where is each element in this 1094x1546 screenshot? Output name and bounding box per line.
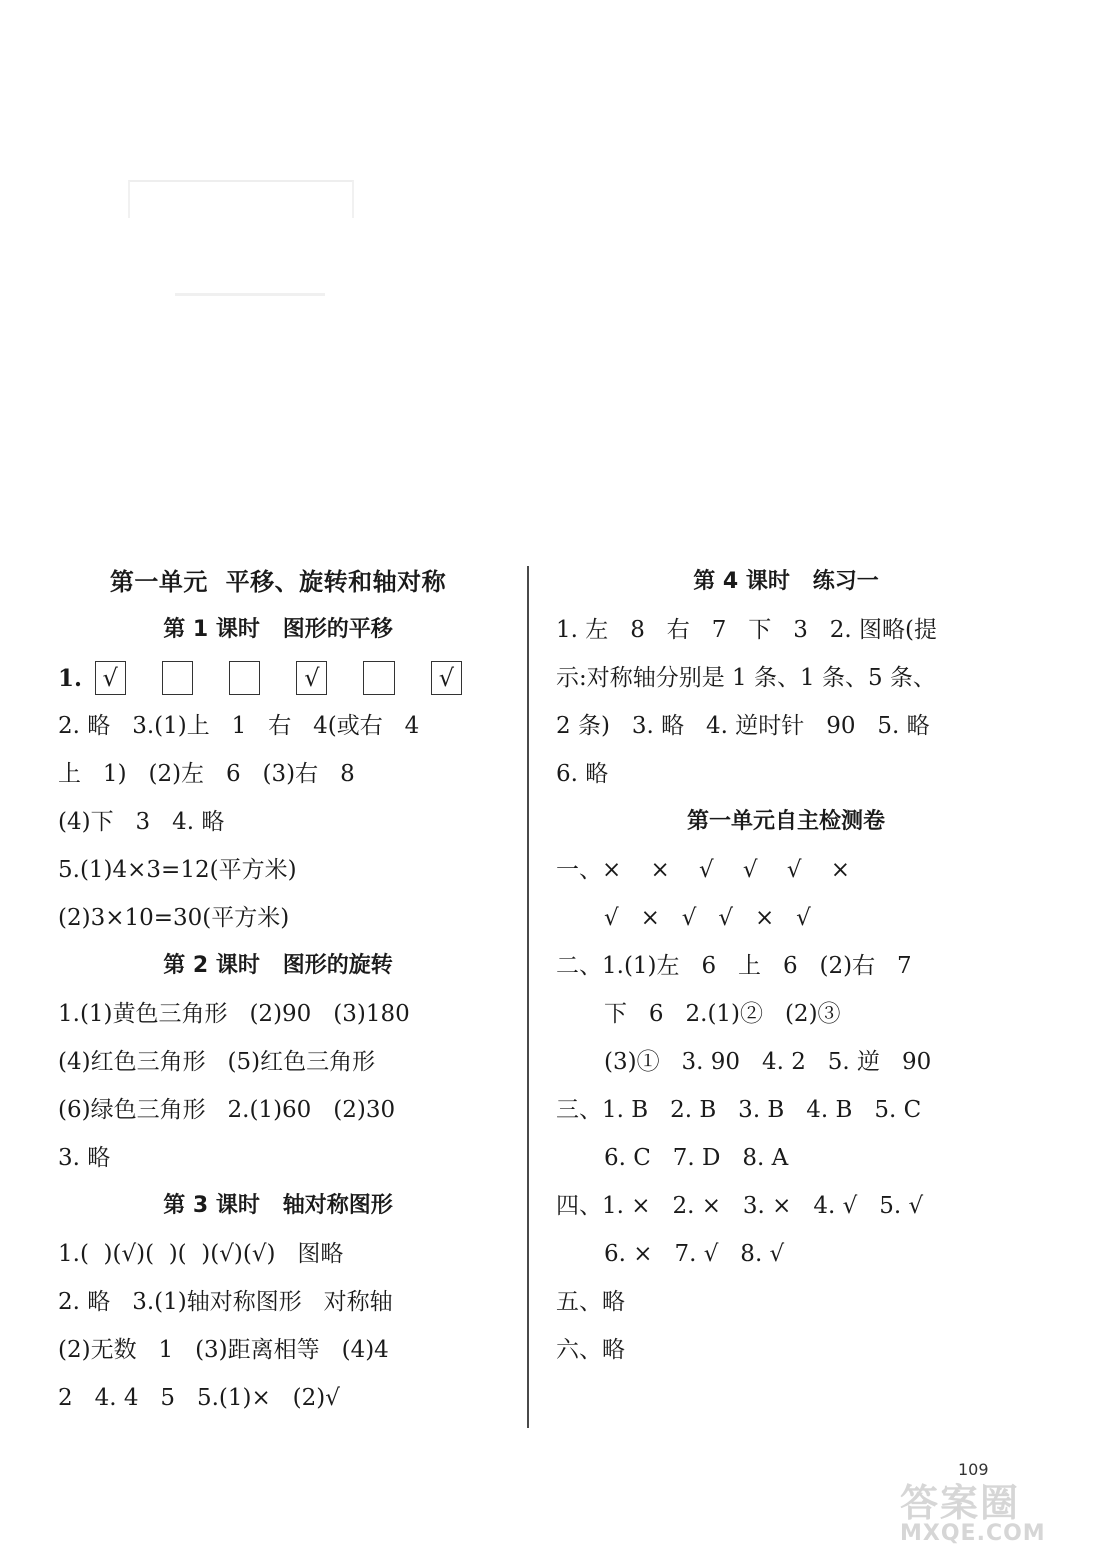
answer-line: 2 条) 3. 略 4. 逆时针 90 5. 略 — [556, 713, 930, 739]
answer-line: (4)红色三角形 (5)红色三角形 — [58, 1049, 376, 1075]
answer-line: 6. 略 — [556, 761, 609, 787]
answer-line: (2)无数 1 (3)距离相等 (4)4 — [58, 1337, 389, 1363]
answer-line: 一、× × √ √ √ × — [556, 857, 851, 883]
right-column — [556, 558, 1016, 1374]
answer-line: 二、1.(1)左 6 上 6 (2)右 7 — [556, 953, 912, 979]
answer-line: √ × √ √ × √ — [604, 905, 811, 931]
answer-box: √ — [95, 661, 126, 695]
answer-line: 三、1. B 2. B 3. B 4. B 5. C — [556, 1097, 922, 1123]
faint-print-box — [128, 180, 354, 218]
answer-line: 五、略 — [556, 1289, 625, 1315]
answer-line: 四、1. × 2. × 3. × 4. √ 5. √ — [556, 1193, 924, 1219]
watermark-text: 答案圈 — [900, 1481, 1021, 1525]
answer-line: 1.( )(√)( )( )(√)(√) 图略 — [58, 1241, 344, 1267]
answer-line: (4)下 3 4. 略 — [58, 809, 225, 835]
column-divider — [527, 566, 529, 1428]
answer-box — [229, 661, 260, 695]
page-number: 109 — [958, 1460, 989, 1479]
left-column — [58, 558, 498, 1422]
answer-box: √ — [296, 661, 327, 695]
answer-line: 2 4. 4 5 5.(1)× (2)√ — [58, 1385, 340, 1411]
answer-line: 2. 略 3.(1)轴对称图形 对称轴 — [58, 1289, 393, 1315]
answer-line: 5.(1)4×3=12(平方米) — [58, 857, 297, 883]
answer-line: (2)3×10=30(平方米) — [58, 905, 290, 931]
test-heading: 第一单元自主检测卷 — [686, 809, 885, 834]
answer-line: 1. 左 8 右 7 下 3 2. 图略(提 — [556, 617, 937, 643]
answer-line: 3. 略 — [58, 1145, 111, 1171]
answer-box: √ — [431, 661, 462, 695]
q1-number: 1. — [58, 664, 83, 692]
watermark-url: MXQE.COM — [900, 1521, 1046, 1546]
answer-line: 上 1) (2)左 6 (3)右 8 — [58, 761, 355, 787]
lesson-1-heading: 第 1 课时 图形的平移 — [163, 617, 393, 642]
watermark-logo — [900, 1472, 1090, 1546]
answer-line: (6)绿色三角形 2.(1)60 (2)30 — [58, 1097, 396, 1123]
answer-box — [363, 661, 394, 695]
answer-line: 下 6 2.(1)② (2)③ — [604, 1001, 841, 1027]
answer-line: (3)① 3. 90 4. 2 5. 逆 90 — [604, 1049, 932, 1075]
lesson-4-heading: 第 4 课时 练习一 — [693, 569, 879, 594]
faint-print-line — [175, 293, 325, 296]
unit-title: 第一单元 平移、旋转和轴对称 — [109, 568, 447, 596]
answer-line: 六、略 — [556, 1337, 625, 1363]
answer-box — [162, 661, 193, 695]
answer-line: 2. 略 3.(1)上 1 右 4(或右 4 — [58, 713, 420, 739]
answer-line: 6. C 7. D 8. A — [604, 1145, 789, 1171]
lesson-2-heading: 第 2 课时 图形的旋转 — [163, 953, 393, 978]
answer-line: 6. × 7. √ 8. √ — [604, 1241, 785, 1267]
answer-line: 示:对称轴分别是 1 条、1 条、5 条、 — [556, 665, 936, 691]
lesson-3-heading: 第 3 课时 轴对称图形 — [163, 1193, 393, 1218]
answer-line: 1.(1)黄色三角形 (2)90 (3)180 — [58, 1001, 410, 1027]
lesson-1-q1-row — [58, 654, 498, 702]
